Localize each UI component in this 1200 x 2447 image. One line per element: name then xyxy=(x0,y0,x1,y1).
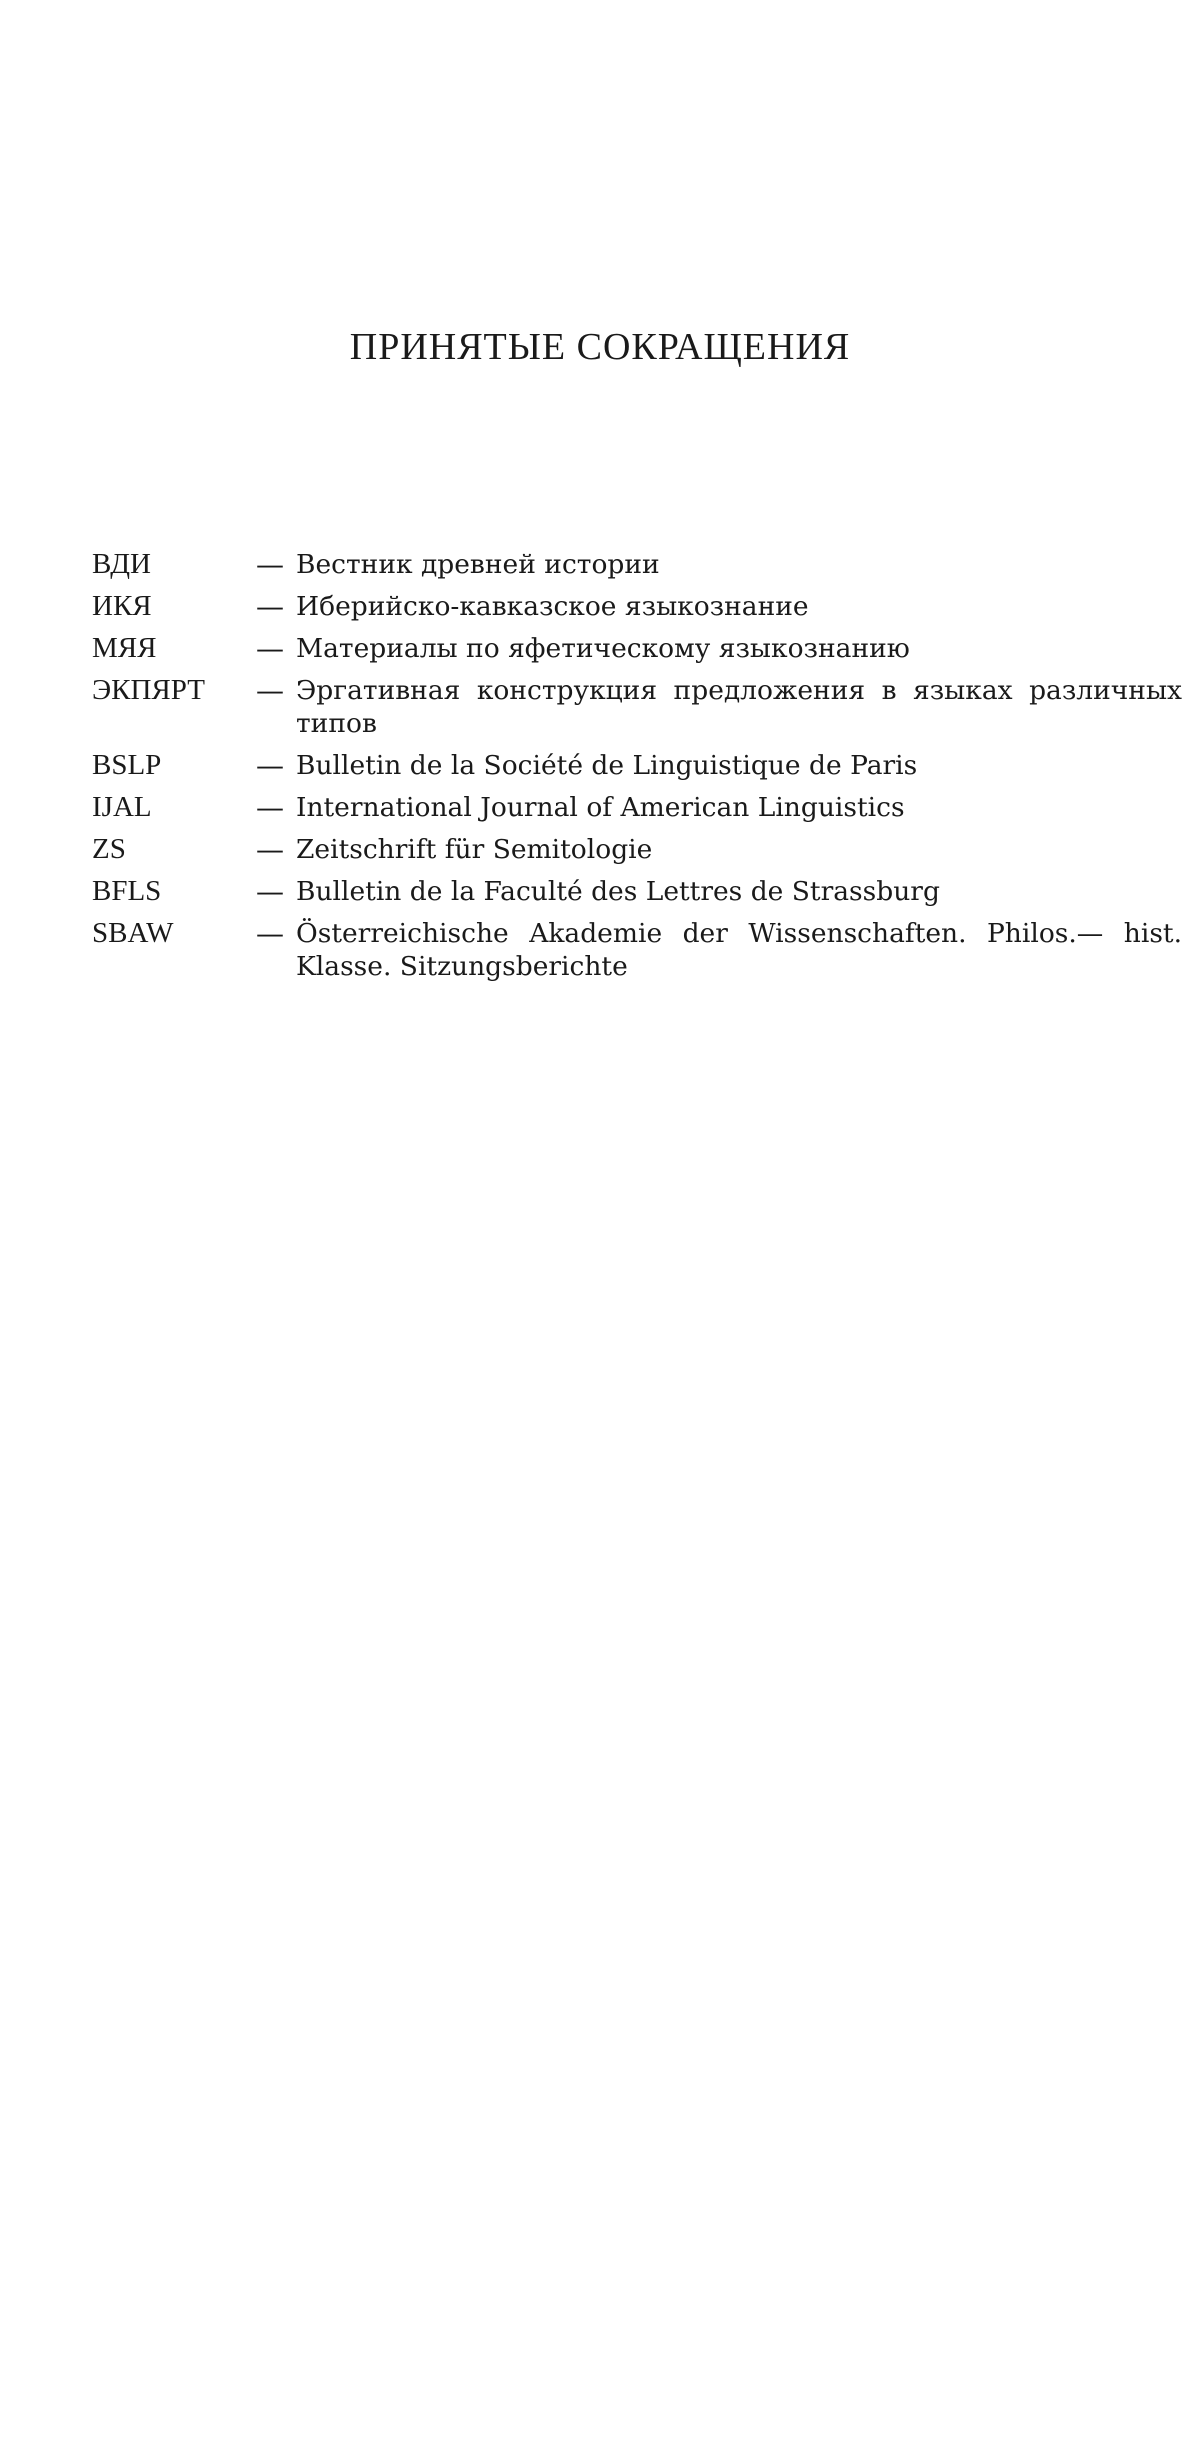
abbreviation-entry xyxy=(92,548,1182,581)
abbreviation-definition: Österreichische Akademie der Wissenschaften. Philos.— hist. Klasse. Sitzungsberichte xyxy=(296,918,1182,982)
abbreviation-term: МЯЯ xyxy=(92,632,157,664)
abbreviation-entry xyxy=(92,917,1182,983)
em-dash: — xyxy=(256,632,284,665)
abbreviation-list xyxy=(92,548,1182,992)
abbreviation-term: BSLP xyxy=(92,749,162,781)
em-dash: — xyxy=(256,833,284,866)
abbreviation-term: ИКЯ xyxy=(92,590,152,622)
abbreviation-definition: Материалы по яфетическому языкознанию xyxy=(296,633,910,664)
em-dash: — xyxy=(256,749,284,782)
em-dash: — xyxy=(256,875,284,908)
abbreviation-definition: Эргативная конструкция предложения в языках различных типов xyxy=(296,675,1182,739)
abbreviation-definition: Вестник древней истории xyxy=(296,549,660,580)
abbreviation-entry xyxy=(92,833,1182,866)
abbreviation-term: IJAL xyxy=(92,791,152,823)
em-dash: — xyxy=(256,548,284,581)
abbreviation-term: BFLS xyxy=(92,875,162,907)
em-dash: — xyxy=(256,590,284,623)
abbreviation-entry xyxy=(92,875,1182,908)
em-dash: — xyxy=(256,674,284,707)
abbreviation-entry xyxy=(92,590,1182,623)
abbreviation-definition: Bulletin de la Faculté des Lettres de Strassburg xyxy=(296,876,940,907)
abbreviation-definition: International Journal of American Linguistics xyxy=(296,792,905,823)
abbreviation-definition: Иберийско-кавказское языкознание xyxy=(296,591,809,622)
em-dash: — xyxy=(256,917,284,950)
abbreviation-definition: Zeitschrift für Semitologie xyxy=(296,834,653,865)
abbreviation-definition: Bulletin de la Société de Linguistique de Paris xyxy=(296,750,918,781)
abbreviation-entry xyxy=(92,749,1182,782)
abbreviation-entry xyxy=(92,632,1182,665)
abbreviation-entry xyxy=(92,674,1182,740)
abbreviation-term: SBAW xyxy=(92,917,174,949)
abbreviation-term: ЭКПЯРТ xyxy=(92,674,205,706)
abbreviation-term: ВДИ xyxy=(92,548,151,580)
abbreviation-term: ZS xyxy=(92,833,126,865)
em-dash: — xyxy=(256,791,284,824)
abbreviation-entry xyxy=(92,791,1182,824)
page-title: ПРИНЯТЫЕ СОКРАЩЕНИЯ xyxy=(349,326,851,369)
